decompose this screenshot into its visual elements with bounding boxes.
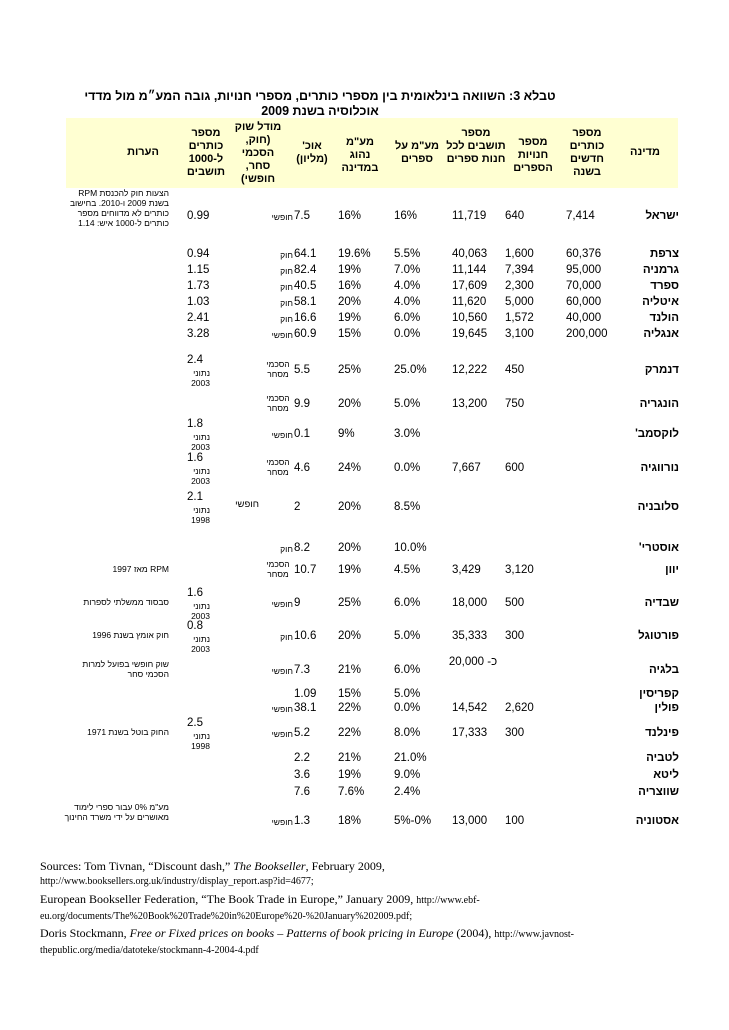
titles-data-source: נתוני 2003	[191, 466, 210, 486]
table-row	[0, 328, 729, 344]
population-value: 7.3	[294, 664, 310, 676]
new-titles-value: 95,000	[566, 264, 602, 276]
residents-per-store-value: 40,063	[452, 248, 488, 260]
table-row	[0, 312, 729, 328]
market-model-value: חופשי	[271, 212, 293, 222]
vat-books-value: 10.0%	[394, 542, 427, 554]
stores-value: 5,000	[505, 296, 534, 308]
titles-per-1000-value: 2.5	[187, 717, 203, 729]
vat-books-value: 9.0%	[394, 769, 421, 781]
titles-per-1000-value: 1.8	[187, 418, 203, 430]
market-model-value: הסכמי מסחר	[266, 559, 290, 579]
population-value: 60.9	[294, 328, 317, 340]
titles-per-1000-value: 0.94	[187, 248, 210, 260]
vat-books-value: 5.0%	[394, 688, 421, 700]
table-row	[0, 264, 729, 280]
header-vat-general: מע"מ נהוג במדינה	[341, 136, 379, 174]
population-value: 16.6	[294, 312, 317, 324]
population-value: 7.5	[294, 210, 310, 222]
stores-value: 1,600	[505, 248, 534, 260]
titles-data-source: נתוני 2003	[191, 368, 210, 388]
population-value: 3.6	[294, 769, 310, 781]
population-value: 5.5	[294, 364, 310, 376]
residents-per-store-value: 3,429	[452, 564, 481, 576]
titles-per-1000-value: 2.41	[187, 312, 210, 324]
new-titles-value: 60,000	[566, 296, 602, 308]
table-row	[0, 354, 729, 388]
title-line-1: טבלא 3: השוואה בינלאומית בין מספרי כותרים, מספרי חנויות, גובה המע״מ מול מדדי	[84, 89, 556, 103]
source-5-year: (2004),	[453, 926, 495, 941]
vat-books-value: 25.0%	[394, 364, 427, 376]
country-name: פורטוגל	[638, 630, 679, 642]
sources-block	[40, 858, 650, 960]
header-stores: מספר חנויות הספרים	[513, 136, 553, 174]
population-value: 4.6	[294, 462, 310, 474]
source-line-3	[40, 891, 650, 909]
stores-value: 300	[505, 727, 525, 739]
vat-general-value: 7.6%	[338, 786, 365, 798]
stores-value: 3,120	[505, 564, 534, 576]
table-row	[0, 702, 729, 718]
market-model-value: חופשי	[271, 330, 293, 340]
country-name: ליטא	[653, 769, 679, 781]
residents-per-store-value: 17,333	[452, 727, 488, 739]
vat-books-value: 3.0%	[394, 428, 421, 440]
vat-books-value: 5.5%	[394, 248, 421, 260]
vat-books-value: 4.0%	[394, 280, 421, 292]
population-value: 64.1	[294, 248, 317, 260]
country-name: פינלנד	[645, 727, 679, 739]
stores-value: 3,100	[505, 328, 534, 340]
country-name: איטליה	[642, 296, 679, 308]
market-model-value: חוק	[280, 314, 293, 324]
residents-per-store-value: 11,620	[452, 296, 487, 308]
stores-value: 500	[505, 597, 525, 609]
residents-per-store-value: 18,000	[452, 597, 488, 609]
residents-per-store-value: 11,719	[452, 210, 487, 222]
residents-per-store-value: 12,222	[452, 364, 488, 376]
residents-per-store-value: כ- 20,000	[448, 656, 498, 668]
market-model-value: הסכמי מסחר	[266, 457, 290, 477]
table-row	[0, 559, 729, 580]
market-model-value: חוק	[280, 282, 293, 292]
stores-value: 2,620	[505, 702, 534, 714]
source-line-2: http://www.booksellers.org.uk/industry/display_report.asp?id=4677;	[40, 876, 314, 888]
population-value: 8.2	[294, 542, 310, 554]
market-model-value: חופשי	[271, 817, 293, 827]
market-model-value: חופשי	[235, 499, 259, 510]
titles-per-1000-value: 0.99	[187, 210, 210, 222]
vat-general-value: 19.6%	[338, 248, 371, 260]
vat-books-value: 6.0%	[394, 664, 421, 676]
country-name: נורווגיה	[640, 462, 679, 474]
vat-general-value: 24%	[338, 462, 362, 474]
country-name: קפריסין	[639, 688, 679, 700]
source-line-6: thepublic.org/media/datoteke/stockmann-4-2004-4.pdf	[40, 945, 259, 957]
vat-books-value: 4.5%	[394, 564, 421, 576]
header-residents-per-store: מספר תושבים לכל חנות ספרים	[446, 127, 506, 165]
country-name: אסטוניה	[635, 815, 679, 827]
source-line-1	[40, 858, 650, 874]
row-note: הצעות חוק להכנסת RPM בשנת 2009 ו-2010. בחישוב כותרים לא מדווחים מספר כותרים ל-1000 איש: 1.14	[69, 188, 169, 228]
country-name: פולין	[654, 702, 679, 714]
table-row	[0, 188, 729, 228]
market-model-value: חופשי	[271, 729, 293, 739]
row-note: חוק אומץ בשנת 1996	[92, 630, 169, 640]
stores-value: 600	[505, 462, 525, 474]
table-row	[0, 248, 729, 264]
vat-general-value: 20%	[338, 542, 362, 554]
table-row	[0, 393, 729, 414]
country-name: אנגליה	[643, 328, 679, 340]
country-name: הולנד	[649, 312, 679, 324]
vat-books-value: 6.0%	[394, 312, 421, 324]
residents-per-store-value: 13,000	[452, 815, 488, 827]
vat-general-value: 15%	[338, 328, 362, 340]
new-titles-value: 60,376	[566, 248, 602, 260]
vat-books-value: 8.5%	[394, 501, 421, 513]
table-row	[0, 769, 729, 785]
titles-per-1000-value: 1.03	[187, 296, 210, 308]
table-row	[0, 280, 729, 296]
residents-per-store-value: 10,560	[452, 312, 488, 324]
country-name: שווצריה	[638, 786, 679, 798]
residents-per-store-value: 11,144	[452, 264, 487, 276]
table-row	[0, 542, 729, 558]
vat-books-value: 5.0%	[394, 398, 421, 410]
vat-books-value: 8.0%	[394, 727, 421, 739]
vat-general-value: 19%	[338, 769, 362, 781]
titles-per-1000-value: 2.1	[187, 491, 203, 503]
country-name: דנמרק	[644, 364, 679, 376]
vat-general-value: 16%	[338, 280, 362, 292]
market-model-value: חוק	[280, 298, 293, 308]
vat-general-value: 19%	[338, 312, 362, 324]
country-name: שבדיה	[644, 597, 679, 609]
title-line-2: אוכלוסיה בשנת 2009	[261, 104, 379, 118]
population-value: 82.4	[294, 264, 317, 276]
vat-books-value: 21.0%	[394, 752, 427, 764]
country-name: גרמניה	[642, 264, 679, 276]
country-name: לטביה	[646, 752, 679, 764]
source-line-5	[40, 925, 650, 943]
table-row	[0, 452, 729, 486]
country-name: אוסטרי'	[638, 542, 679, 554]
vat-books-value: 0.0%	[394, 702, 421, 714]
header-market-model: מודל שוק (חוק, הסכמי סחר, חופשי)	[234, 121, 282, 185]
country-name: הונגריה	[639, 398, 679, 410]
vat-books-value: 16%	[394, 210, 418, 222]
titles-per-1000-value: 0.8	[187, 620, 203, 632]
market-model-value: הסכמי מסחר	[266, 393, 290, 413]
source-3-link-start: http://www.ebf-	[416, 894, 480, 906]
header-notes: הערות	[127, 146, 159, 158]
vat-general-value: 18%	[338, 815, 362, 827]
row-note: סבסוד ממשלתי לספרות	[83, 597, 169, 607]
stores-value: 2,300	[505, 280, 534, 292]
vat-general-value: 20%	[338, 398, 362, 410]
vat-books-value: 5.0%	[394, 630, 421, 642]
table-row	[0, 491, 729, 525]
titles-data-source: נתוני 1998	[191, 505, 210, 525]
vat-books-value: 6.0%	[394, 597, 421, 609]
titles-per-1000-value: 1.73	[187, 280, 210, 292]
source-line-4: eu.org/documents/The%20Book%20Trade%20in%20Europe%20-%20January%202009.pdf;	[40, 910, 413, 922]
stores-value: 450	[505, 364, 525, 376]
titles-per-1000-value: 1.15	[187, 264, 210, 276]
market-model-value: חופשי	[271, 599, 293, 609]
residents-per-store-value: 14,542	[452, 702, 488, 714]
residents-per-store-value: 19,645	[452, 328, 488, 340]
table-row	[0, 717, 729, 751]
vat-books-value: 2.4%	[394, 786, 421, 798]
market-model-value: חופשי	[271, 430, 293, 440]
titles-data-source: נתוני 2003	[191, 601, 210, 621]
vat-general-value: 9%	[338, 428, 355, 440]
vat-general-value: 21%	[338, 664, 362, 676]
population-value: 1.09	[294, 688, 317, 700]
new-titles-value: 7,414	[566, 210, 595, 222]
table-row	[0, 656, 729, 680]
stores-value: 640	[505, 210, 525, 222]
vat-general-value: 25%	[338, 364, 362, 376]
stores-value: 100	[505, 815, 525, 827]
country-name: יוון	[665, 564, 679, 576]
residents-per-store-value: 35,333	[452, 630, 488, 642]
population-value: 7.6	[294, 786, 310, 798]
titles-per-1000-value: 1.6	[187, 452, 203, 464]
table-row	[0, 587, 729, 621]
header-titles-per-1000: מספר כותרים ל-1000 תושבים	[186, 127, 226, 178]
titles-per-1000-value: 1.6	[187, 587, 203, 599]
population-value: 0.1	[294, 428, 310, 440]
vat-books-value: 0.0%	[394, 328, 421, 340]
vat-general-value: 19%	[338, 264, 362, 276]
vat-books-value: 0.0%	[394, 462, 421, 474]
row-note: מע"מ 0% עבור ספרי לימוד מאושרים על ידי משרד החינוך	[64, 802, 169, 822]
stores-value: 750	[505, 398, 525, 410]
market-model-value: הסכמי מסחר	[266, 359, 290, 379]
country-name: ספרד	[650, 280, 679, 292]
source-1-text: Sources: Tom Tivnan, “Discount dash,”	[40, 859, 234, 873]
market-model-value: חוק	[280, 544, 293, 554]
vat-general-value: 20%	[338, 501, 362, 513]
stores-value: 1,572	[505, 312, 534, 324]
population-value: 1.3	[294, 815, 310, 827]
source-1-publication: The Bookseller	[233, 859, 306, 873]
titles-data-source: נתוני 1998	[191, 731, 210, 751]
new-titles-value: 200,000	[566, 328, 608, 340]
vat-books-value: 4.0%	[394, 296, 421, 308]
residents-per-store-value: 17,609	[452, 280, 488, 292]
vat-books-value: 7.0%	[394, 264, 421, 276]
country-name: בלגיה	[649, 664, 679, 676]
table-row	[0, 802, 729, 831]
header-vat-books: מע"מ על ספרים	[394, 140, 440, 165]
source-3-text: European Bookseller Federation, “The Book Trade in Europe,” January 2009,	[40, 891, 417, 906]
titles-per-1000-value: 3.28	[187, 328, 210, 340]
titles-data-source: נתוני 2003	[191, 634, 210, 654]
population-value: 9	[294, 597, 301, 609]
header-population: אוכ' (מליון)	[296, 140, 328, 165]
vat-general-value: 19%	[338, 564, 362, 576]
vat-general-value: 20%	[338, 296, 362, 308]
country-name: סלובניה	[637, 501, 679, 513]
vat-general-value: 20%	[338, 630, 362, 642]
vat-general-value: 22%	[338, 702, 362, 714]
market-model-value: חופשי	[271, 666, 293, 676]
population-value: 5.2	[294, 727, 310, 739]
new-titles-value: 40,000	[566, 312, 602, 324]
row-note: שוק חופשי בפועל למרות הסכמי סחר	[82, 659, 169, 679]
row-note: RPM מאז 1997	[112, 564, 169, 574]
table-row	[0, 418, 729, 452]
country-name: ישראל	[645, 210, 679, 222]
new-titles-value: 70,000	[566, 280, 602, 292]
header-country: מדינה	[630, 146, 660, 158]
population-value: 9.9	[294, 398, 310, 410]
population-value: 38.1	[294, 702, 317, 714]
vat-general-value: 22%	[338, 727, 362, 739]
table-row	[0, 786, 729, 802]
population-value: 2	[294, 501, 301, 513]
market-model-value: חופשי	[271, 704, 293, 714]
table-row	[0, 620, 729, 654]
country-name: צרפת	[649, 248, 679, 260]
vat-general-value: 25%	[338, 597, 362, 609]
market-model-value: חוק	[280, 266, 293, 276]
residents-per-store-value: 7,667	[452, 462, 481, 474]
stores-value: 7,394	[505, 264, 534, 276]
vat-general-value: 21%	[338, 752, 362, 764]
market-model-value: חוק	[280, 632, 293, 642]
vat-general-value: 16%	[338, 210, 362, 222]
vat-general-value: 15%	[338, 688, 362, 700]
population-value: 2.2	[294, 752, 310, 764]
population-value: 10.6	[294, 630, 317, 642]
header-new-titles: מספר כותרים חדשים בשנה	[569, 127, 605, 178]
market-model-value: חוק	[280, 250, 293, 260]
table-row	[0, 296, 729, 312]
source-1-date: , February 2009,	[305, 859, 385, 873]
table-row	[0, 752, 729, 768]
residents-per-store-value: 13,200	[452, 398, 488, 410]
stores-value: 300	[505, 630, 525, 642]
source-5-link-start: http://www.javnost-	[494, 929, 575, 941]
page-title	[40, 89, 600, 119]
vat-books-value: 5%-0%	[394, 815, 432, 827]
country-name: לוקסמב'	[635, 428, 679, 440]
population-value: 40.5	[294, 280, 317, 292]
population-value: 10.7	[294, 564, 317, 576]
source-5-author: Doris Stockmann,	[40, 926, 130, 941]
titles-data-source: נתוני 2003	[191, 432, 210, 452]
row-note: החוק בוטל בשנת 1971	[87, 727, 169, 737]
source-5-title: Free or Fixed prices on books – Patterns of book pricing in Europe	[129, 926, 454, 941]
population-value: 58.1	[294, 296, 317, 308]
titles-per-1000-value: 2.4	[187, 354, 203, 366]
